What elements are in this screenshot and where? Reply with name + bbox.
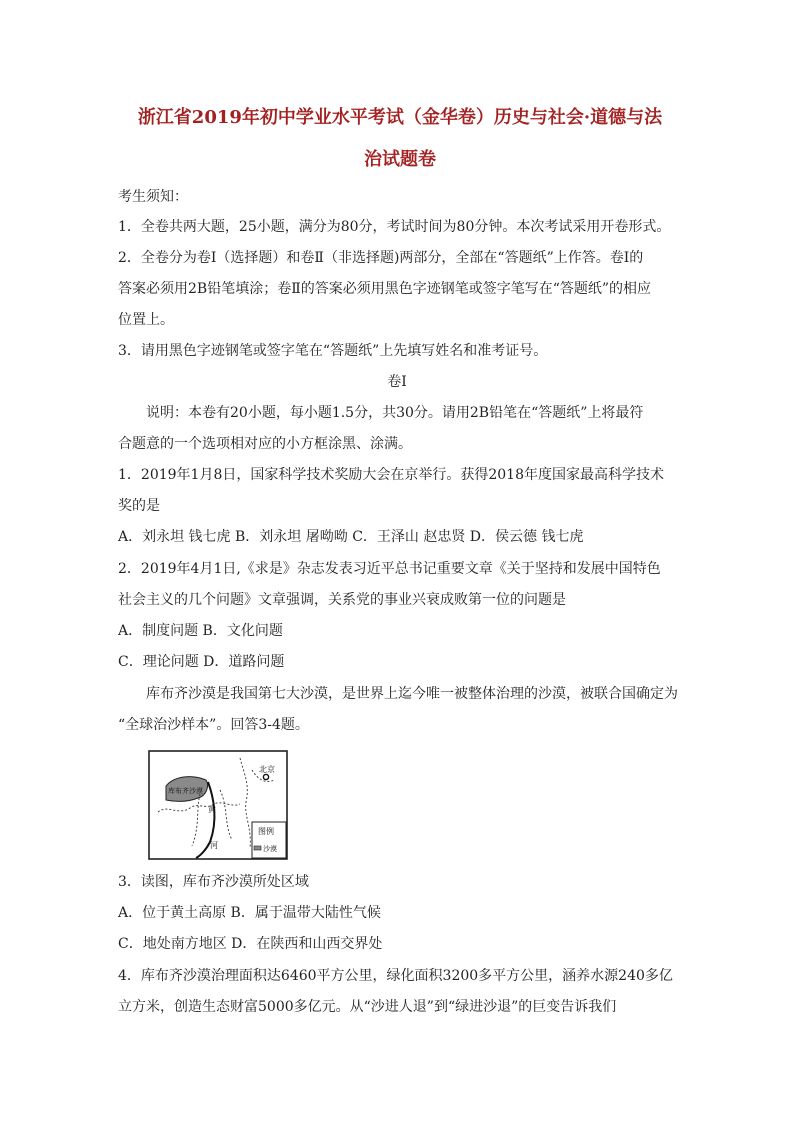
q3-stem: 3．读图，库布齐沙漠所处区域: [118, 874, 309, 890]
exam-title-line2: 治试题卷: [364, 149, 436, 170]
passage-line2: “全球治沙样本”。回答3-4题。: [118, 717, 309, 733]
notice-item-1: 1．全卷共两大题，25小题，满分为80分，考试时间为80分钟。本次考试采用开卷形式。: [118, 219, 671, 235]
q2-options-row2: C．理论问题 D．道路问题: [118, 654, 285, 670]
exam-title-line1: 浙江省2019年初中学业水平考试（金华卷）历史与社会·道德与法: [137, 107, 663, 128]
q2-options-row1: A．制度问题 B．文化问题: [118, 623, 283, 639]
map-legend-item: 沙漠: [263, 845, 277, 853]
section-desc-line2: 合题意的一个选项相对应的小方框涂黑、涂满。: [118, 436, 412, 452]
notice-item-2-line1: 2．全卷分为卷Ⅰ（选择题）和卷Ⅱ（非选择题)两部分，全部在“答题纸”上作答。卷Ⅰ的: [118, 250, 644, 266]
map-legend-title: 图例: [258, 827, 274, 836]
notice-item-2-line3: 位置上。: [118, 312, 174, 328]
notice-item-3: 3．请用黑色字迹钢笔或签字笔在“答题纸”上先填写姓名和准考证号。: [118, 343, 548, 359]
map-desert-label: 库布齐沙漠: [168, 787, 203, 795]
q4-stem-line1: 4．库布齐沙漠治理面积达6460平方公里，绿化面积3200多平方公里，涵养水源240多亿: [118, 968, 673, 984]
notice-item-2-line2: 答案必须用2B铅笔填涂；卷Ⅱ的答案必须用黑色字迹钢笔或签字笔写在“答题纸”的相应: [118, 281, 652, 297]
map-river-char1: 黄: [208, 805, 216, 814]
map-city-label: 北京: [259, 765, 275, 774]
q1-options: A．刘永坦 钱七虎 B．刘永坦 屠呦呦 C．王泽山 赵忠贤 D．侯云德 钱七虎: [118, 529, 584, 545]
desert-map: [148, 750, 288, 860]
q4-stem-line2: 立方米，创造生态财富5000多亿元。从“沙进人退”到“绿进沙退”的巨变告诉我们: [118, 999, 617, 1015]
passage-line1: 库布齐沙漠是我国第七大沙漠，是世界上迄今唯一被整体治理的沙漠，被联合国确定为: [146, 686, 678, 702]
q2-stem-line1: 2．2019年4月1日,《求是》杂志发表习近平总书记重要文章《关于坚持和发展中国特色: [118, 561, 661, 577]
q3-options-row2: C．地处南方地区 D．在陕西和山西交界处: [118, 936, 383, 952]
section-desc-line1: 说明：本卷有20小题，每小题1.5分，共30分。请用2B铅笔在“答题纸”上将最符: [146, 405, 644, 421]
q1-stem-line1: 1．2019年1月8日，国家科学技术奖励大会在京举行。获得2018年度国家最高科学技术: [118, 467, 664, 483]
map-river-char2: 河: [210, 841, 218, 850]
q1-stem-line2: 奖的是: [118, 498, 160, 514]
q3-options-row1: A．位于黄土高原 B．属于温带大陆性气候: [118, 905, 381, 921]
notice-header: 考生须知：: [118, 189, 188, 205]
q2-stem-line2: 社会主义的几个问题》文章强调，关系党的事业兴衰成败第一位的问题是: [118, 592, 566, 608]
section-heading: 卷Ⅰ: [387, 374, 407, 390]
